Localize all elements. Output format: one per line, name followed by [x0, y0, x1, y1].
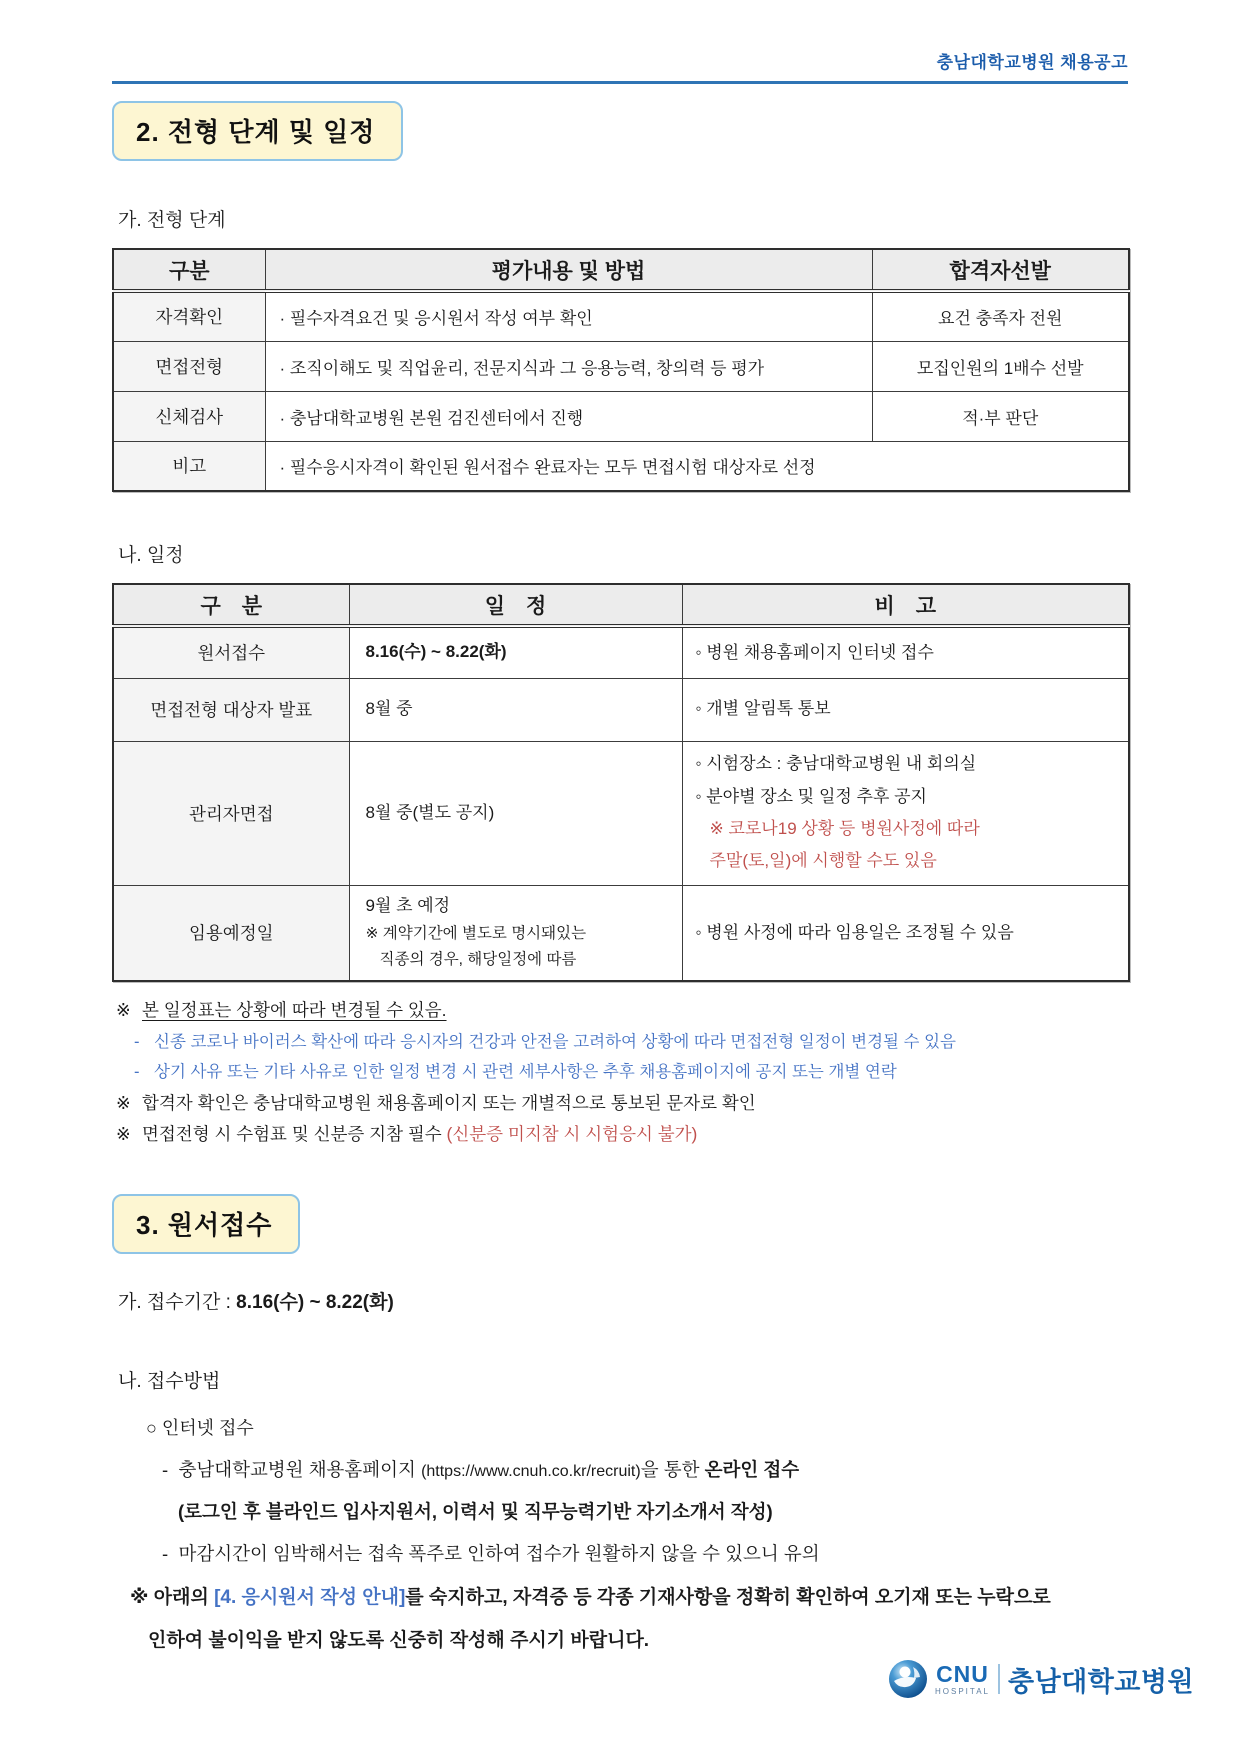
note-line-warning: ※ 코로나19 상황 등 병원사정에 따라 [709, 819, 980, 838]
row-content: · 필수응시자격이 확인된 원서접수 완료자는 모두 면접시험 대상자로 선정 [265, 441, 1129, 491]
note-marker: ※ [116, 1092, 131, 1113]
row-label: 면접전형 대상자 발표 [113, 678, 349, 741]
homepage-text2: 을 통한 [640, 1458, 705, 1480]
note-text [142, 1126, 697, 1144]
online-apply-bold: 온라인 접수 [704, 1458, 800, 1480]
section3-title-box [112, 1194, 300, 1254]
caution-text-b: 를 숙지하고, 자격증 등 각종 기재사항을 정확히 확인하여 오기재 또는 누락으로 [405, 1586, 1051, 1608]
doc-header [112, 0, 1128, 73]
table2-col-note: 비 고 [682, 584, 1129, 626]
note-marker: ※ [130, 1586, 149, 1608]
row-label: 자격확인 [113, 291, 265, 341]
caution-note-line2: 인하여 불이익을 받지 않도록 신중히 작성해 주시기 바랍니다. [148, 1629, 650, 1651]
table-row [113, 291, 1129, 341]
table-row [113, 441, 1129, 491]
note-line: ◦ 분야별 장소 및 일정 추후 공지 [695, 786, 927, 806]
row-schedule: 8월 중(별도 공지) [349, 741, 682, 885]
note-text-red: (신분증 미지참 시 시험응시 불가) [446, 1124, 698, 1144]
note-text-black: 면접전형 시 수험표 및 신분증 지참 필수 [142, 1124, 447, 1144]
dash-marker: - [162, 1542, 169, 1564]
row-note: ◦ 개별 알림톡 통보 [682, 678, 1129, 741]
table-row [113, 341, 1129, 391]
row-schedule: 8월 중 [349, 678, 682, 741]
row-label: 원서접수 [113, 626, 349, 678]
application-period-line [118, 1287, 1240, 1314]
row-note [682, 741, 1129, 885]
row-label: 면접전형 [113, 341, 265, 391]
row-result: 요건 충족자 전원 [872, 291, 1129, 341]
table-row [113, 391, 1129, 441]
homepage-text: 충남대학교병원 채용홈페이지 [178, 1458, 422, 1480]
note-marker: ※ [116, 1124, 131, 1144]
logo-text-block [935, 1660, 990, 1696]
login-detail-line: (로그인 후 블라인드 입사지원서, 이력서 및 직무능력기반 자기소개서 작성) [178, 1500, 773, 1522]
globe-icon [888, 1659, 928, 1699]
row-label: 신체검사 [113, 391, 265, 441]
selection-steps-table [112, 248, 1130, 492]
note-text: 본 일정표는 상황에 따라 변경될 수 있음. [142, 1000, 447, 1020]
table-row-announce [113, 678, 1129, 741]
row-content: · 필수자격요건 및 응시원서 작성 여부 확인 [265, 291, 872, 341]
note-text: 상기 사유 또는 기타 사유로 인한 일정 변경 시 관련 세부사항은 추후 채용홈페이지에 공지 또는 개별 연락 [154, 1063, 897, 1081]
schedule-line: 직종의 경우, 해당일정에 따름 [379, 951, 577, 969]
section2-title: 2. 전형 단계 및 일정 [136, 117, 376, 147]
internet-apply-heading: ○ 인터넷 접수 [146, 1417, 254, 1438]
schedule-notes [116, 1002, 1240, 1144]
cnuh-logo [888, 1656, 1194, 1702]
section3-title: 3. 원서접수 [136, 1209, 273, 1240]
note-text: 합격자 확인은 충남대학교병원 채용홈페이지 또는 개별적으로 통보된 문자로 확인 [142, 1092, 756, 1113]
note-pass-check [116, 1092, 1240, 1113]
table-header-row [113, 584, 1129, 626]
schedule-line: ※ 계약기간에 별도로 명시돼있는 [365, 924, 587, 942]
logo-hospital-text: HOSPITAL [935, 1686, 990, 1696]
note-id-required [116, 1126, 1240, 1144]
application-method-heading: 나. 접수방법 [118, 1370, 221, 1392]
table1-col-content: 평가내용 및 방법 [265, 249, 872, 291]
deadline-text: 마감시간이 임박해서는 접속 폭주로 인하여 접수가 원활하지 않을 수 있으니 유의 [178, 1542, 820, 1564]
recruit-url-link[interactable]: (https://www.cnuh.co.kr/recruit) [421, 1462, 641, 1480]
schedule-line: 9월 초 예정 [365, 895, 451, 915]
row-label: 임용예정일 [113, 885, 349, 981]
table2-col-gubun: 구 분 [113, 584, 349, 626]
section4-reference-link[interactable]: [4. 응시원서 작성 안내] [214, 1586, 406, 1608]
row-content: · 조직이해도 및 직업윤리, 전문지식과 그 응용능력, 창의력 등 평가 [265, 341, 872, 391]
table1-col-result: 합격자선발 [872, 249, 1129, 291]
period-label: 가. 접수기간 : [118, 1291, 237, 1313]
row-schedule: 8.16(수) ~ 8.22(화) [349, 626, 682, 678]
note-other-change [134, 1064, 1240, 1081]
table-row-interview [113, 741, 1129, 885]
deadline-warning-line [162, 1540, 1240, 1566]
logo-hospital-name: 충남대학교병원 [1007, 1666, 1195, 1697]
row-note: ◦ 병원 채용홈페이지 인터넷 접수 [682, 626, 1129, 678]
header-rule [112, 81, 1128, 84]
homepage-line [162, 1456, 1240, 1482]
period-value: 8.16(수) ~ 8.22(화) [236, 1291, 394, 1313]
note-covid [134, 1034, 1240, 1051]
row-result: 적·부 판단 [872, 391, 1129, 441]
note-line: ◦ 시험장소 : 충남대학교병원 내 회의실 [695, 754, 977, 774]
caution-note-line [130, 1582, 1240, 1609]
table-row-appointment [113, 885, 1129, 981]
table-header-row [113, 249, 1129, 291]
heading-selection-steps: 가. 전형 단계 [118, 210, 226, 231]
row-label: 비고 [113, 441, 265, 491]
table2-col-schedule: 일 정 [349, 584, 682, 626]
row-result: 모집인원의 1배수 선발 [872, 341, 1129, 391]
doc-header-label: 충남대학교병원 채용공고 [936, 53, 1128, 72]
dash-marker: - [162, 1458, 169, 1480]
note-text: 신종 코로나 바이러스 확산에 따라 응시자의 건강과 안전을 고려하여 상황에 따라 면접전형 일정이 변경될 수 있음 [154, 1032, 956, 1051]
row-note: ◦ 병원 사정에 따라 임용일은 조정될 수 있음 [682, 885, 1129, 981]
heading-schedule: 나. 일정 [118, 545, 184, 566]
caution-text-a: 아래의 [153, 1586, 215, 1608]
row-content: · 충남대학교병원 본원 검진센터에서 진행 [265, 391, 872, 441]
row-label: 관리자면접 [113, 741, 349, 885]
table-row-apply [113, 626, 1129, 678]
note-line-warning: 주말(토,일)에 시행할 수도 있음 [709, 851, 937, 871]
row-schedule [349, 885, 682, 981]
section2-title-box [112, 101, 403, 161]
note-marker: - [134, 1032, 140, 1051]
logo-cnu-text: CNU [936, 1660, 989, 1687]
logo-divider [998, 1664, 1000, 1694]
note-change [116, 1002, 1240, 1020]
schedule-table [112, 583, 1130, 982]
note-marker: - [134, 1063, 140, 1081]
table1-col-gubun: 구분 [113, 249, 265, 291]
note-marker: ※ [116, 1000, 131, 1020]
